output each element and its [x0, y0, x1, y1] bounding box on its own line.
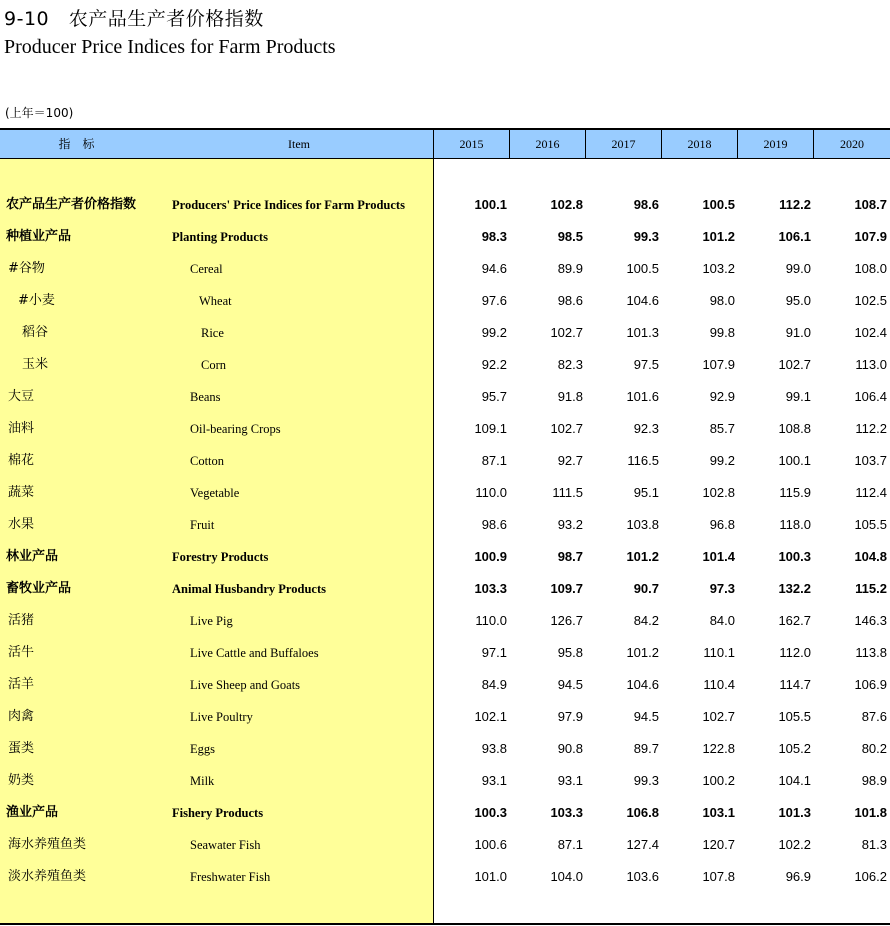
value-cell-2016: 98.6	[557, 293, 583, 308]
value-cell-2016: 104.0	[550, 869, 583, 884]
value-cell-2015: 97.6	[481, 293, 507, 308]
value-cell-2019: 99.0	[785, 261, 811, 276]
row-label-cn: 活牛	[8, 645, 35, 660]
value-cell-2018: 110.4	[703, 677, 735, 692]
row-label-en: Planting Products	[172, 230, 268, 244]
value-cell-2018: 101.4	[702, 549, 735, 564]
table-row	[0, 765, 890, 797]
value-cell-2020: 108.0	[854, 261, 887, 276]
value-cell-2016: 102.7	[550, 325, 583, 340]
value-cell-2017: 101.2	[626, 645, 659, 660]
value-cell-2016: 126.7	[550, 613, 583, 628]
table-title-cn	[4, 4, 264, 31]
value-cell-2019: 100.3	[778, 549, 811, 564]
header-year: 2018	[687, 137, 712, 151]
value-cell-2019: 102.7	[778, 357, 811, 372]
value-cell-2018: 92.9	[709, 389, 735, 404]
row-label-en: Cotton	[190, 454, 225, 468]
value-cell-2015: 95.7	[481, 389, 507, 404]
value-cell-2017: 106.8	[626, 805, 659, 820]
value-cell-2018: 120.7	[702, 837, 735, 852]
value-cell-2017: 89.7	[633, 741, 659, 756]
value-cell-2018: 100.5	[702, 197, 735, 212]
row-label-cn: 蔬菜	[8, 485, 35, 500]
value-cell-2016: 103.3	[550, 805, 583, 820]
value-cell-2018: 122.8	[702, 741, 735, 756]
table-number: 9-10	[4, 8, 50, 30]
value-cell-2016: 111.5	[552, 485, 583, 500]
value-cell-2020: 87.6	[861, 709, 887, 724]
value-cell-2017: 104.6	[626, 677, 659, 692]
row-label-cn: 林业产品	[6, 549, 59, 564]
table-row	[0, 285, 890, 317]
value-cell-2018: 96.8	[709, 517, 735, 532]
value-cell-2019: 162.7	[778, 613, 811, 628]
value-cell-2016: 102.8	[550, 197, 583, 212]
header-divider	[585, 130, 586, 158]
row-label-en: Milk	[190, 774, 215, 788]
value-cell-2015: 100.6	[474, 837, 507, 852]
table-row	[0, 349, 890, 381]
value-cell-2017: 116.5	[627, 453, 659, 468]
value-cell-2018: 97.3	[709, 581, 735, 596]
value-cell-2018: 102.8	[702, 485, 735, 500]
row-label-cn: 肉禽	[8, 709, 35, 724]
value-cell-2018: 103.2	[702, 261, 735, 276]
row-label-cn: 稻谷	[22, 325, 49, 340]
row-label-cn: 活猪	[8, 613, 35, 628]
value-cell-2020: 102.4	[854, 325, 887, 340]
value-cell-2019: 114.7	[779, 677, 811, 692]
value-cell-2020: 101.8	[854, 805, 887, 820]
value-cell-2017: 103.6	[626, 869, 659, 884]
value-cell-2019: 118.0	[779, 517, 811, 532]
row-label-cn: 大豆	[8, 389, 35, 404]
value-cell-2015: 100.1	[474, 197, 507, 212]
value-cell-2016: 93.1	[557, 773, 583, 788]
value-cell-2017: 101.2	[626, 549, 659, 564]
value-cell-2016: 91.8	[557, 389, 583, 404]
row-label-cn: 种植业产品	[6, 229, 72, 244]
row-label-en: Fruit	[190, 518, 215, 532]
row-label-cn: 畜牧业产品	[6, 581, 72, 596]
value-cell-2017: 92.3	[633, 421, 659, 436]
value-cell-2015: 84.9	[481, 677, 507, 692]
value-cell-2020: 103.7	[854, 453, 887, 468]
value-cell-2015: 98.6	[481, 517, 507, 532]
value-cell-2020: 102.5	[854, 293, 887, 308]
value-cell-2016: 98.5	[557, 229, 583, 244]
value-cell-2018: 85.7	[709, 421, 735, 436]
value-cell-2018: 99.8	[709, 325, 735, 340]
row-label-cn: 农产品生产者价格指数	[6, 197, 137, 212]
value-cell-2017: 97.5	[633, 357, 659, 372]
table-row	[0, 797, 890, 829]
table-row	[0, 445, 890, 477]
value-cell-2016: 89.9	[557, 261, 583, 276]
value-cell-2020: 105.5	[854, 517, 887, 532]
value-cell-2015: 98.3	[481, 229, 507, 244]
value-cell-2019: 100.1	[778, 453, 811, 468]
table-row	[0, 477, 890, 509]
row-label-en: Producers' Price Indices for Farm Products	[172, 198, 405, 212]
value-cell-2019: 91.0	[785, 325, 811, 340]
table-row	[0, 413, 890, 445]
value-cell-2020: 81.3	[861, 837, 887, 852]
header-year: 2019	[763, 137, 788, 151]
row-label-en: Oil-bearing Crops	[190, 422, 281, 436]
row-label-en: Live Poultry	[190, 710, 253, 724]
value-cell-2017: 101.3	[626, 325, 659, 340]
header-year: 2015	[459, 137, 484, 151]
row-label-cn: 渔业产品	[6, 805, 59, 820]
row-label-en: Eggs	[190, 742, 215, 756]
table-row	[0, 861, 890, 893]
header-divider	[509, 130, 510, 158]
value-cell-2018: 101.2	[702, 229, 735, 244]
table-row	[0, 829, 890, 861]
value-cell-2015: 110.0	[475, 485, 507, 500]
header-item-cn: 指标	[58, 137, 107, 151]
row-label-en: Live Pig	[190, 614, 233, 628]
value-cell-2015: 93.1	[481, 773, 507, 788]
row-label-en: Wheat	[199, 294, 232, 308]
row-label-cn: #小麦	[18, 293, 55, 308]
value-cell-2020: 104.8	[854, 549, 887, 564]
table-row	[0, 189, 890, 221]
base-year-note: (上年＝100)	[5, 106, 74, 120]
value-cell-2019: 101.3	[778, 805, 811, 820]
table-row	[0, 253, 890, 285]
value-cell-2018: 107.8	[702, 869, 735, 884]
value-cell-2015: 87.1	[481, 453, 507, 468]
value-cell-2020: 115.2	[855, 581, 887, 596]
value-cell-2020: 112.4	[855, 485, 887, 500]
value-cell-2020: 113.8	[855, 645, 887, 660]
value-cell-2018: 100.2	[702, 773, 735, 788]
value-cell-2018: 110.1	[703, 645, 735, 660]
value-cell-2019: 96.9	[785, 869, 811, 884]
value-cell-2018: 103.1	[702, 805, 735, 820]
row-label-cn: 淡水养殖鱼类	[8, 869, 87, 884]
row-label-en: Animal Husbandry Products	[172, 582, 326, 596]
value-cell-2018: 98.0	[709, 293, 735, 308]
header-divider	[433, 130, 434, 158]
row-label-cn: 活羊	[8, 677, 35, 692]
value-cell-2016: 95.8	[557, 645, 583, 660]
row-label-en: Corn	[201, 358, 226, 372]
value-cell-2017: 95.1	[633, 485, 659, 500]
table-row	[0, 669, 890, 701]
value-cell-2017: 104.6	[626, 293, 659, 308]
value-cell-2015: 109.1	[474, 421, 507, 436]
header-divider	[813, 130, 814, 158]
value-cell-2020: 112.2	[855, 421, 887, 436]
value-cell-2016: 97.9	[557, 709, 583, 724]
header-item-en: Item	[288, 137, 310, 151]
row-label-cn: 水果	[8, 517, 35, 532]
table-title-en: Producer Price Indices for Farm Products	[4, 36, 336, 58]
table-row	[0, 541, 890, 573]
value-cell-2016: 109.7	[550, 581, 583, 596]
value-cell-2016: 93.2	[557, 517, 583, 532]
value-cell-2015: 97.1	[481, 645, 507, 660]
value-cell-2017: 94.5	[633, 709, 659, 724]
value-cell-2016: 102.7	[550, 421, 583, 436]
value-cell-2017: 99.3	[633, 229, 659, 244]
value-cell-2018: 107.9	[702, 357, 735, 372]
value-cell-2016: 92.7	[557, 453, 583, 468]
row-label-cn: #谷物	[8, 261, 45, 276]
value-cell-2017: 98.6	[633, 197, 659, 212]
value-cell-2016: 98.7	[557, 549, 583, 564]
value-cell-2015: 92.2	[481, 357, 507, 372]
value-cell-2016: 94.5	[557, 677, 583, 692]
row-label-cn: 蛋类	[8, 741, 35, 756]
value-cell-2016: 90.8	[557, 741, 583, 756]
value-cell-2019: 108.8	[778, 421, 811, 436]
value-cell-2020: 80.2	[861, 741, 887, 756]
row-label-cn: 油料	[8, 421, 35, 436]
header-divider	[661, 130, 662, 158]
row-label-en: Fishery Products	[172, 806, 264, 820]
value-cell-2019: 95.0	[785, 293, 811, 308]
table-row	[0, 701, 890, 733]
row-label-cn: 棉花	[8, 453, 35, 468]
table-row	[0, 573, 890, 605]
value-cell-2015: 101.0	[474, 869, 507, 884]
value-cell-2019: 106.1	[778, 229, 811, 244]
table-bottom-rule	[0, 923, 890, 925]
header-year: 2020	[840, 137, 864, 151]
value-cell-2015: 99.2	[481, 325, 507, 340]
value-cell-2015: 103.3	[474, 581, 507, 596]
row-label-en: Live Cattle and Buffaloes	[190, 646, 319, 660]
value-cell-2019: 104.1	[778, 773, 811, 788]
row-label-cn: 海水养殖鱼类	[8, 837, 87, 852]
row-label-cn: 奶类	[8, 773, 35, 788]
value-cell-2017: 103.8	[626, 517, 659, 532]
value-cell-2016: 87.1	[557, 837, 583, 852]
row-label-en: Beans	[190, 390, 221, 404]
table-row	[0, 381, 890, 413]
value-cell-2015: 93.8	[481, 741, 507, 756]
value-cell-2017: 100.5	[626, 261, 659, 276]
value-cell-2015: 100.3	[474, 805, 507, 820]
value-cell-2020: 106.4	[854, 389, 887, 404]
row-label-en: Forestry Products	[172, 550, 269, 564]
table-row	[0, 605, 890, 637]
table-row	[0, 317, 890, 349]
value-cell-2019: 115.9	[779, 485, 811, 500]
value-cell-2019: 112.0	[779, 645, 811, 660]
value-cell-2017: 90.7	[633, 581, 659, 596]
row-label-cn: 玉米	[22, 357, 49, 372]
value-cell-2020: 108.7	[854, 197, 887, 212]
value-cell-2019: 102.2	[778, 837, 811, 852]
header-divider	[737, 130, 738, 158]
row-label-en: Vegetable	[190, 486, 240, 500]
table-row	[0, 221, 890, 253]
table-row	[0, 733, 890, 765]
header-year: 2017	[611, 137, 636, 151]
value-cell-2018: 102.7	[702, 709, 735, 724]
value-cell-2017: 127.4	[626, 837, 659, 852]
value-cell-2019: 105.5	[778, 709, 811, 724]
row-label-en: Cereal	[190, 262, 223, 276]
row-label-en: Live Sheep and Goats	[190, 678, 301, 692]
value-cell-2016: 82.3	[557, 357, 583, 372]
value-cell-2020: 146.3	[854, 613, 887, 628]
header-year: 2016	[535, 137, 560, 151]
value-cell-2018: 84.0	[709, 613, 735, 628]
value-cell-2015: 102.1	[474, 709, 507, 724]
value-cell-2020: 106.2	[854, 869, 887, 884]
title-cn-text: 农产品生产者价格指数	[68, 8, 264, 30]
value-cell-2019: 132.2	[778, 581, 811, 596]
row-label-en: Rice	[201, 326, 224, 340]
value-cell-2019: 112.2	[779, 197, 811, 212]
value-cell-2019: 105.2	[778, 741, 811, 756]
value-cell-2017: 84.2	[633, 613, 659, 628]
value-cell-2020: 107.9	[854, 229, 887, 244]
value-cell-2015: 94.6	[481, 261, 507, 276]
value-cell-2020: 106.9	[854, 677, 887, 692]
value-cell-2015: 110.0	[475, 613, 507, 628]
value-cell-2019: 99.1	[785, 389, 811, 404]
table-row	[0, 509, 890, 541]
value-cell-2017: 99.3	[633, 773, 659, 788]
value-cell-2015: 100.9	[474, 549, 507, 564]
row-label-en: Seawater Fish	[190, 838, 261, 852]
value-cell-2017: 101.6	[626, 389, 659, 404]
value-cell-2020: 98.9	[861, 773, 887, 788]
value-cell-2018: 99.2	[709, 453, 735, 468]
value-cell-2020: 113.0	[855, 357, 887, 372]
row-label-en: Freshwater Fish	[190, 870, 271, 884]
table-row	[0, 637, 890, 669]
